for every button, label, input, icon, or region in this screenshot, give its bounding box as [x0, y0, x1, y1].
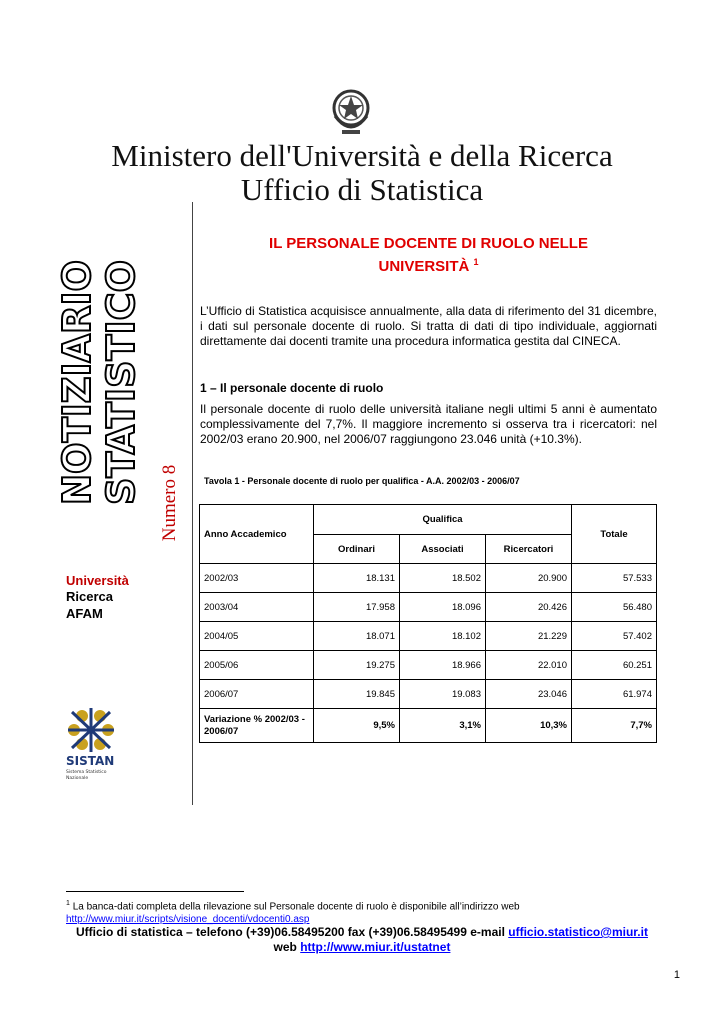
cell-ordinari: 18.131	[314, 564, 400, 593]
table-row	[200, 564, 657, 593]
footnote	[66, 897, 666, 926]
ministry-name: Ministero dell'Università e della Ricerca	[111, 138, 613, 173]
cell-variation-ricercatori: 10,3%	[486, 709, 572, 743]
intro-paragraph: L’Ufficio di Statistica acquisisce annualmente, alla data di riferimento del 31 dicembre, i dati sul personale docente di ruolo. Si tratta di dati di tipo individuale, aggiornati direttamente dai docenti tramite una procedura informatica gestita dal CINECA.	[200, 304, 657, 348]
cell-associati: 18.102	[400, 622, 486, 651]
page-number: 1	[673, 969, 680, 981]
cell-totale: 57.402	[572, 622, 657, 651]
contact-text: Ufficio di statistica – telefono (+39)06.58495200 fax (+39)06.58495499 e-mail	[76, 925, 509, 939]
cell-totale: 60.251	[572, 651, 657, 680]
cell-ordinari: 17.958	[314, 593, 400, 622]
header-ricercatori: Ricercatori	[486, 535, 572, 564]
header-associati: Associati	[400, 535, 486, 564]
section-heading: 1 – Il personale docente di ruolo	[200, 381, 384, 395]
document-title	[200, 235, 657, 276]
table-row	[200, 622, 657, 651]
cell-ricercatori: 20.900	[486, 564, 572, 593]
table-caption: Tavola 1 - Personale docente di ruolo per qualifica - A.A. 2002/03 - 2006/07	[204, 476, 520, 486]
cell-variation-ordinari: 9,5%	[314, 709, 400, 743]
sistan-logo-label: SISTAN	[66, 754, 115, 768]
footnote-ref: 1	[66, 900, 70, 907]
footnote-divider	[66, 891, 244, 892]
cell-ricercatori: 21.229	[486, 622, 572, 651]
sidebar-item-universita: Università	[66, 573, 129, 588]
cell-ricercatori: 22.010	[486, 651, 572, 680]
italian-republic-emblem-icon	[330, 86, 372, 138]
masthead-word1: NOTIZIARIO	[55, 254, 99, 505]
cell-variation-totale: 7,7%	[572, 709, 657, 743]
web-link[interactable]: http://www.miur.it/ustatnet	[300, 940, 451, 954]
variation-row	[200, 709, 657, 743]
cell-variation-associati: 3,1%	[400, 709, 486, 743]
masthead-logo	[55, 254, 143, 505]
cell-associati: 18.096	[400, 593, 486, 622]
issue-number	[159, 464, 180, 542]
cell-year: 2005/06	[200, 651, 314, 680]
cell-year: 2003/04	[200, 593, 314, 622]
sistan-logo-sub1: Sistema Statistico	[66, 770, 107, 775]
web-label: web	[273, 940, 301, 954]
cell-totale: 57.533	[572, 564, 657, 593]
sistan-logo-sub2: Nazionale	[66, 776, 89, 781]
cell-year: 2006/07	[200, 680, 314, 709]
header-qualifica: Qualifica	[314, 505, 572, 535]
cell-associati: 18.502	[400, 564, 486, 593]
contact-line	[0, 925, 724, 940]
cell-ricercatori: 23.046	[486, 680, 572, 709]
cell-year: 2004/05	[200, 622, 314, 651]
title-line2	[200, 253, 657, 276]
header-totale: Totale	[572, 505, 657, 564]
cell-year: 2002/03	[200, 564, 314, 593]
cell-associati: 19.083	[400, 680, 486, 709]
office-name: Ufficio di Statistica	[240, 172, 484, 207]
sistan-logo	[62, 702, 122, 782]
footnote-text: La banca-dati completa della rilevazione sul Personale docente di ruolo è disponibile all’indirizzo web	[72, 901, 520, 913]
masthead-word2: STATISTICO	[99, 260, 143, 505]
email-link[interactable]: ufficio.statistico@miur.it	[508, 925, 648, 939]
cell-ordinari: 19.845	[314, 680, 400, 709]
web-line	[0, 940, 724, 955]
vertical-divider	[192, 202, 193, 805]
cell-variation-label: Variazione % 2002/03 - 2006/07	[200, 709, 314, 743]
cell-totale: 56.480	[572, 593, 657, 622]
title-footnote-ref: 1	[473, 257, 479, 267]
title-line1: IL PERSONALE DOCENTE DI RUOLO NELLE	[269, 235, 588, 252]
cell-totale: 61.974	[572, 680, 657, 709]
stats-table	[199, 504, 656, 742]
cell-associati: 18.966	[400, 651, 486, 680]
body-paragraph: Il personale docente di ruolo delle università italiane negli ultimi 5 anni è aumentato complessivamente del 7,7%. Il maggiore incremento si osserva tra i ricercatori: nel 2002/03 erano 20.900, nel 2006/07 raggiungono 23.046 unità (+10.3%).	[200, 402, 657, 446]
cell-ricercatori: 20.426	[486, 593, 572, 622]
sidebar-item-ricerca: Ricerca	[66, 589, 113, 604]
sidebar-item-afam: AFAM	[66, 606, 103, 621]
issue-label: Numero 8	[159, 464, 180, 542]
footnote-link[interactable]: http://www.miur.it/scripts/visione_docenti/vdocenti0.asp	[66, 914, 310, 926]
cell-ordinari: 18.071	[314, 622, 400, 651]
title-line2-text: UNIVERSITÀ	[378, 258, 470, 275]
header-ordinari: Ordinari	[314, 535, 400, 564]
table-row	[200, 680, 657, 709]
header-anno: Anno Accademico	[200, 505, 314, 564]
cell-ordinari: 19.275	[314, 651, 400, 680]
table-row	[200, 593, 657, 622]
table-row	[200, 651, 657, 680]
